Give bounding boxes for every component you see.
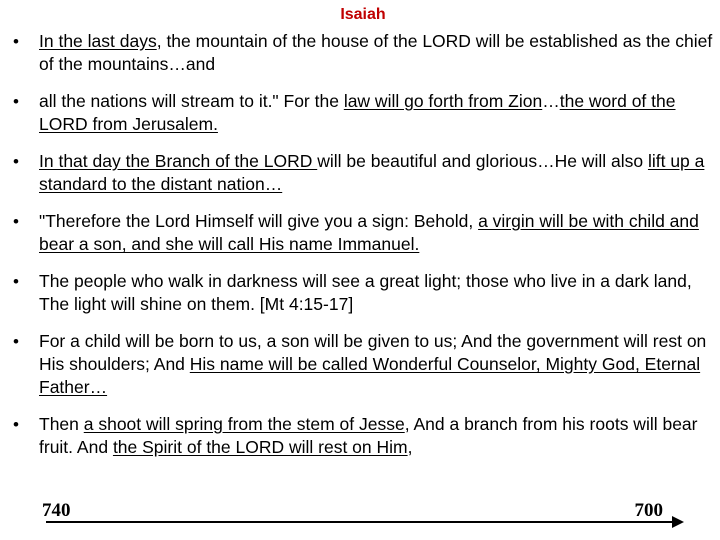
timeline-start-year: 740 (42, 500, 71, 521)
verse-bullet (0, 210, 720, 256)
verse-bullet (0, 150, 720, 196)
underlined-phrase: the Spirit of the LORD will rest on Him (112, 437, 408, 457)
timeline (42, 500, 687, 528)
bullet-dot-icon: • (13, 415, 19, 434)
bullet-dot-icon: • (13, 152, 19, 171)
timeline-arrow (42, 500, 687, 528)
underlined-phrase: law will go forth from Zion (343, 91, 543, 111)
bullet-dot-icon: • (13, 212, 19, 231)
underlined-phrase: In the last days (39, 31, 157, 51)
verse-text: The people who walk in darkness will see a great light; those who live in a dark land, The light will shine on them. [Mt 4:15-17] (39, 271, 692, 314)
verse-text: will be beautiful and glorious…He will also (317, 151, 648, 171)
underlined-phrase: a virgin will be with child and bear a son, and she will call His name Immanuel. (39, 211, 699, 254)
page-title: Isaiah (340, 6, 386, 23)
verse-bullet (0, 90, 720, 136)
verse-text: , And a branch from his roots will bear fruit. And (39, 414, 698, 457)
timeline-end-year: 700 (634, 500, 663, 521)
bullet-dot-icon: • (13, 332, 19, 351)
verse-text: … (542, 91, 560, 111)
underlined-phrase: His name will be called Wonderful Counselor, Mighty God, Eternal Father… (39, 354, 701, 397)
verse-text: , the mountain of the house of the LORD will be established as the chief of the mountains…and (39, 31, 713, 74)
underlined-phrase: a shoot will spring from the stem of Jesse (83, 414, 405, 434)
underlined-phrase: the word of the LORD from Jerusalem. (39, 91, 676, 134)
verse-text: "Therefore the Lord Himself will give you a sign: Behold, (39, 211, 479, 231)
bullet-dot-icon: • (13, 32, 19, 51)
verse-list (0, 30, 720, 473)
underlined-phrase: lift up a standard to the distant nation… (39, 151, 705, 194)
verse-text: Then (39, 414, 84, 434)
bullet-dot-icon: • (13, 92, 19, 111)
verse-bullet (0, 30, 720, 76)
bullet-dot-icon: • (13, 272, 19, 291)
verse-bullet (0, 413, 720, 459)
verse-bullet (0, 270, 720, 316)
underlined-phrase: In that day the Branch of the LORD (39, 151, 318, 171)
verse-text: , (407, 437, 413, 457)
verse-bullet (0, 330, 720, 399)
verse-text: all the nations will stream to it." For the (39, 91, 344, 111)
verse-text: For a child will be born to us, a son will be given to us; And the government will rest on His shoulders; And (39, 331, 707, 374)
